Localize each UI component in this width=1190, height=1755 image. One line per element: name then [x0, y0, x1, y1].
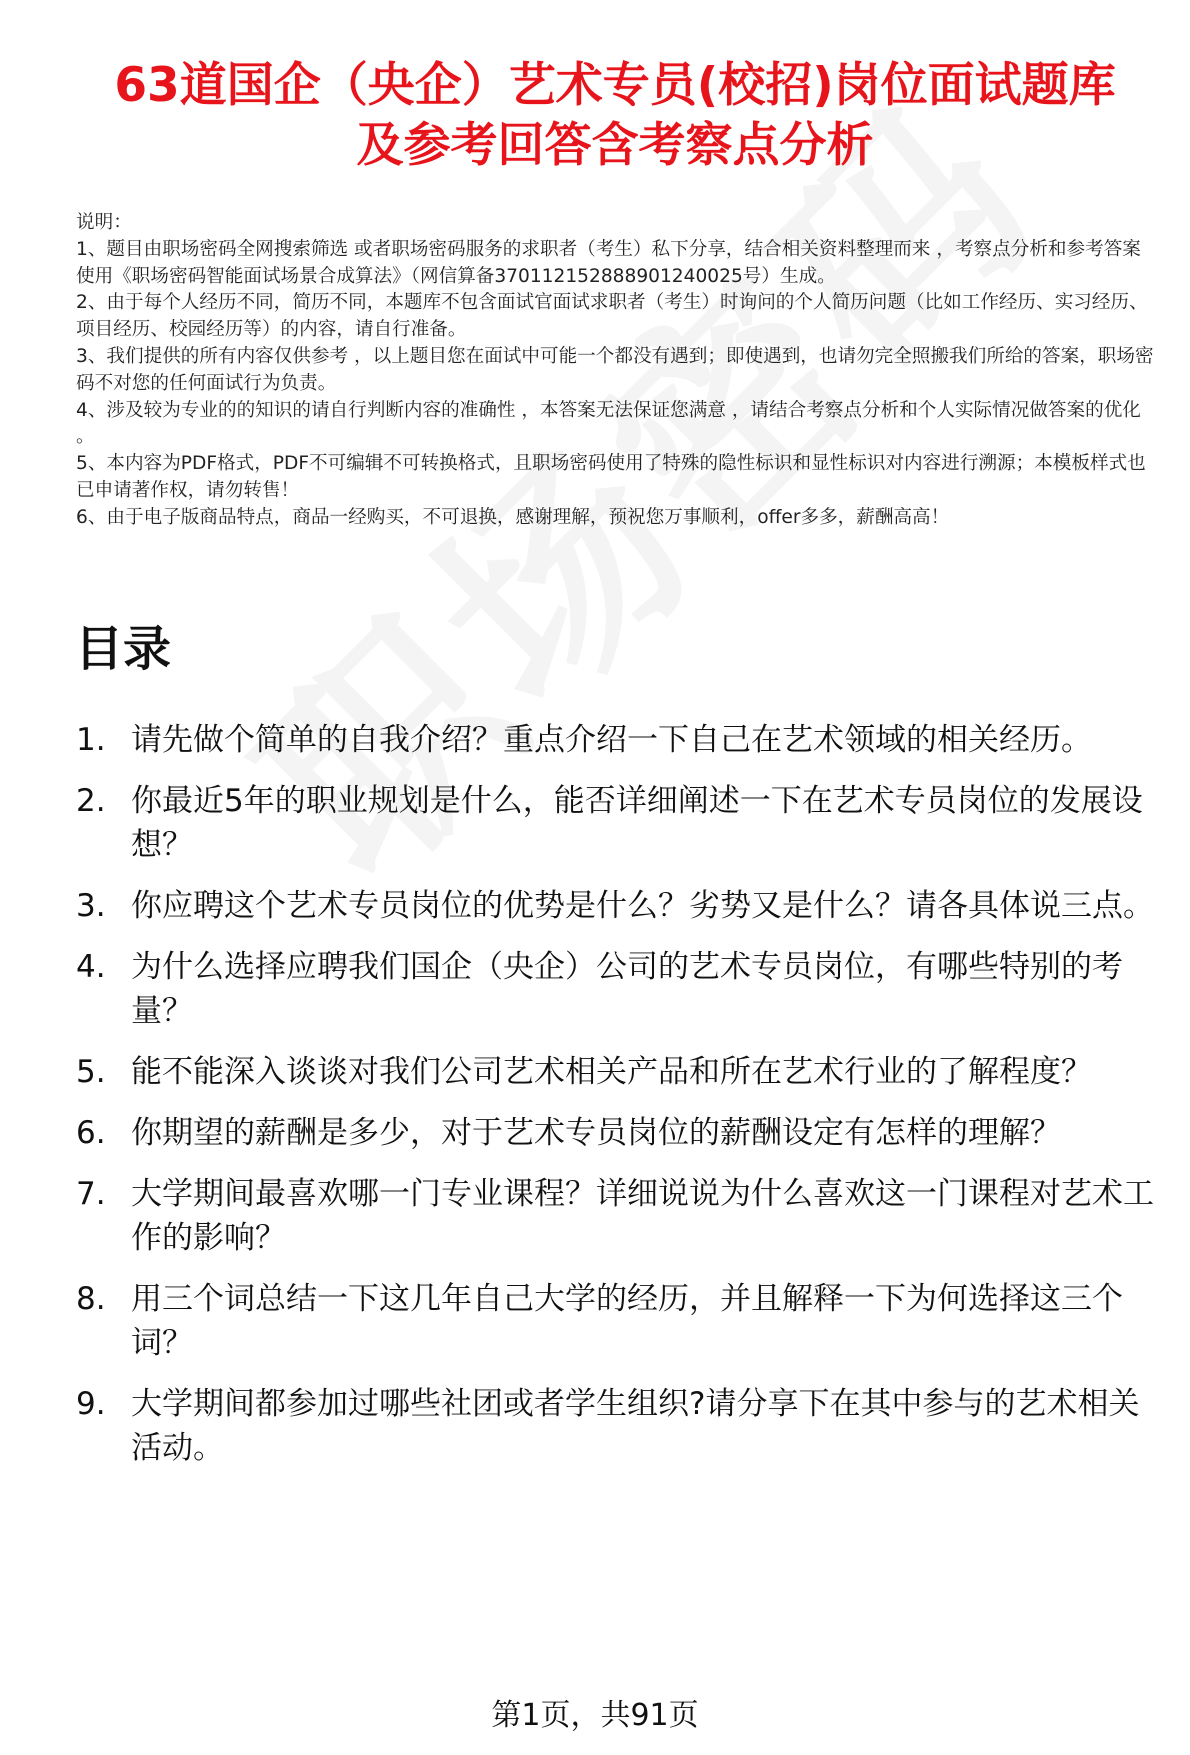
toc-item-text: 你最近5年的职业规划是什么，能否详细阐述一下在艺术专员岗位的发展设想？: [131, 783, 1143, 863]
toc-item[interactable]: [76, 1111, 1166, 1155]
toc-item-number: 4.: [76, 949, 106, 985]
toc-item[interactable]: [76, 1277, 1166, 1365]
toc-item[interactable]: [76, 1050, 1166, 1094]
toc-item-number: 3.: [76, 888, 106, 924]
toc-item[interactable]: [76, 779, 1166, 867]
toc-item-number: 6.: [76, 1115, 106, 1151]
toc-item[interactable]: [76, 945, 1166, 1033]
toc-item-text: 请先做个简单的自我介绍？重点介绍一下自己在艺术领域的相关经历。: [131, 722, 1092, 758]
toc-item[interactable]: [76, 884, 1166, 928]
toc-list: [76, 718, 1166, 1487]
toc-item[interactable]: [76, 718, 1166, 762]
title-line-2: 及参考回答含考察点分析: [356, 118, 874, 173]
toc-item-text: 为什么选择应聘我们国企（央企）公司的艺术专员岗位，有哪些特别的考量？: [131, 949, 1123, 1029]
page-footer: 第1页，共91页: [491, 1698, 699, 1733]
toc-item-number: 9.: [76, 1386, 106, 1422]
notes-section: [76, 210, 1156, 532]
note-item: 2、由于每个人经历不同，简历不同，本题库不包含面试官面试求职者（考生）时询问的个人简历问题（比如工作经历、实习经历、项目经历、校园经历等）的内容，请自行准备。: [76, 292, 1148, 341]
toc-item-number: 1.: [76, 722, 106, 758]
toc-item-text: 能不能深入谈谈对我们公司艺术相关产品和所在艺术行业的了解程度？: [131, 1054, 1092, 1090]
note-item: 4、涉及较为专业的的知识的请自行判断内容的准确性 ，本答案无法保证您满意 ，请结合考察点分析和个人实际情况做答案的优化 。: [76, 399, 1141, 448]
toc-item-text: 大学期间都参加过哪些社团或者学生组织?请分享下在其中参与的艺术相关活动。: [131, 1386, 1140, 1466]
document-title: [60, 56, 1170, 176]
toc-item-text: 大学期间最喜欢哪一门专业课程？详细说说为什么喜欢这一门课程对艺术工作的影响？: [131, 1176, 1154, 1256]
note-item: 1、题目由职场密码全网搜索筛选 或者职场密码服务的求职者（考生）私下分享，结合相关资料整理而来 ，考察点分析和参考答案使用《职场密码智能面试场景合成算法》（网信算备370112152888901240025号）生成。: [76, 238, 1141, 287]
toc-item-number: 2.: [76, 783, 106, 819]
toc-item-number: 7.: [76, 1176, 106, 1212]
toc-heading: 目录: [75, 621, 172, 677]
note-item: 5、本内容为PDF格式，PDF不可编辑不可转换格式，且职场密码使用了特殊的隐性标识和显性标识对内容进行溯源；本模板样式也已申请著作权，请勿转售！: [76, 453, 1146, 501]
toc-item-text: 你期望的薪酬是多少，对于艺术专员岗位的薪酬设定有怎样的理解？: [131, 1115, 1061, 1151]
toc-item[interactable]: [76, 1382, 1166, 1470]
note-item: 3、我们提供的所有内容仅供参考 ，以上题目您在面试中可能一个都没有遇到；即使遇到，也请勿完全照搬我们所给的答案，职场密码不对您的任何面试行为负责。: [76, 345, 1154, 394]
title-line-1: 63道国企（央企）艺术专员(校招)岗位面试题库: [114, 58, 1116, 113]
toc-item-text: 用三个词总结一下这几年自己大学的经历，并且解释一下为何选择这三个词？: [131, 1281, 1123, 1361]
toc-item-number: 5.: [76, 1054, 106, 1090]
toc-item-number: 8.: [76, 1281, 106, 1317]
notes-heading: 说明：: [76, 212, 132, 233]
note-item: 6、由于电子版商品特点，商品一经购买，不可退换，感谢理解，预祝您万事顺利，offer多多，薪酬高高！: [76, 506, 950, 528]
toc-item[interactable]: [76, 1172, 1166, 1260]
toc-item-text: 你应聘这个艺术专员岗位的优势是什么？劣势又是什么？请各具体说三点。: [131, 888, 1154, 924]
